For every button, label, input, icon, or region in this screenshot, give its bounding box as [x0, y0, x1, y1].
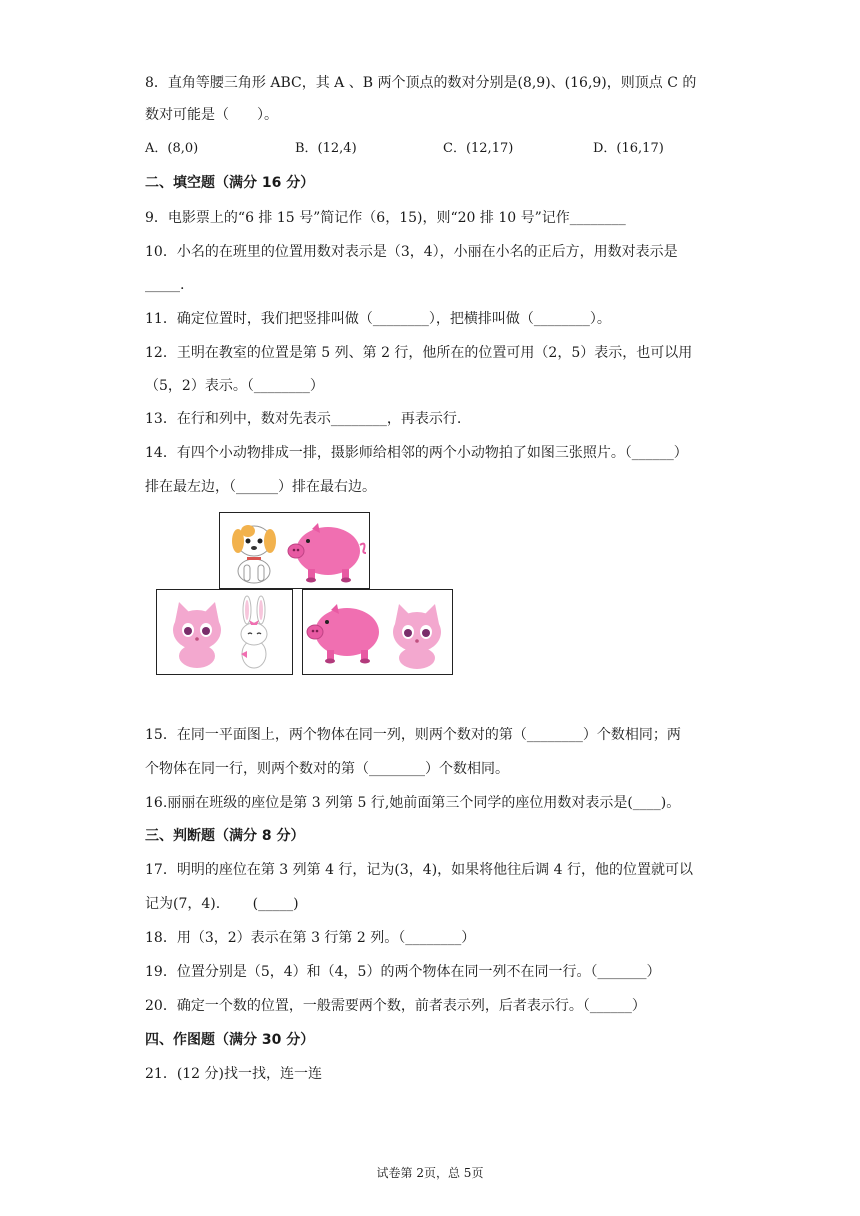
q19: 19．位置分别是（5，4）和（4，5）的两个物体在同一列不在同一行。（_______）	[145, 964, 661, 980]
q8-option-d: D．(16,17)	[593, 141, 664, 156]
pig-icon	[307, 604, 379, 664]
q8-option-a: A．(8,0)	[145, 141, 199, 156]
page-footer: 试卷第 2页，总 5页	[376, 1166, 484, 1180]
photo-cat-rabbit	[156, 589, 293, 675]
q20: 20．确定一个数的位置，一般需要两个数，前者表示列，后者表示行。（______）	[145, 998, 646, 1014]
q16: 16.丽丽在班级的座位是第 3 列第 5 行,她前面第三个同学的座位用数对表示是(____)。	[145, 795, 681, 811]
photo-pig-cat	[302, 589, 453, 675]
q14-line2: 排在最左边，（______）排在最右边。	[145, 479, 376, 495]
photo-dog-pig	[219, 512, 370, 589]
q9: 9．电影票上的“6 排 15 号”简记作（6，15)，则“20 排 10 号”记作________	[145, 210, 626, 226]
q21: 21．(12 分)找一找，连一连	[145, 1066, 323, 1082]
q15-line1: 15．在同一平面图上，两个物体在同一列，则两个数对的第（________）个数相同；两	[145, 727, 681, 743]
q8-option-b: B．(12,4)	[295, 141, 357, 156]
section-heading-drawing: 四、作图题（满分 30 分）	[145, 1032, 315, 1048]
q12-line1: 12．王明在教室的位置是第 5 列、第 2 行，他所在的位置可用（2，5）表示，也可以用	[145, 345, 693, 361]
q15-line2: 个物体在同一行，则两个数对的第（________）个数相同。	[145, 761, 509, 777]
section-heading-fill-in: 二、填空题（满分 16 分）	[145, 175, 315, 191]
cat-icon	[173, 602, 221, 668]
q12-line2: （5，2）表示。（________）	[145, 378, 324, 394]
rabbit-icon	[241, 596, 267, 668]
q8-line1: 8．直角等腰三角形 ABC，其 A 、B 两个顶点的数对分别是(8,9)、(16,9)，则顶点 C 的	[145, 75, 697, 91]
pig-icon	[288, 523, 366, 583]
q8-option-c: C．(12,17)	[443, 141, 514, 156]
q10-line1: 10．小名的在班里的位置用数对表示是（3，4），小丽在小名的正后方，用数对表示是	[145, 244, 678, 260]
cat-icon	[393, 604, 441, 669]
q13: 13．在行和列中，数对先表示________，再表示行.	[145, 411, 462, 427]
section-heading-true-false: 三、判断题（满分 8 分）	[145, 828, 305, 844]
q18: 18．用（3，2）表示在第 3 行第 2 列。（________）	[145, 930, 476, 946]
q8-line2: 数对可能是（ ）。	[145, 107, 278, 123]
q17-line2: 记为(7，4). (_____)	[145, 896, 299, 912]
dog-icon	[232, 525, 276, 583]
q17-line1: 17．明明的座位在第 3 列第 4 行，记为(3，4)，如果将他往后调 4 行，他的位置就可以	[145, 862, 693, 878]
q11: 11．确定位置时，我们把竖排叫做（________），把横排叫做（________）。	[145, 311, 611, 327]
q14-line1: 14．有四个小动物排成一排，摄影师给相邻的两个小动物拍了如图三张照片。（______）	[145, 445, 688, 461]
q10-line2: _____.	[145, 277, 185, 293]
